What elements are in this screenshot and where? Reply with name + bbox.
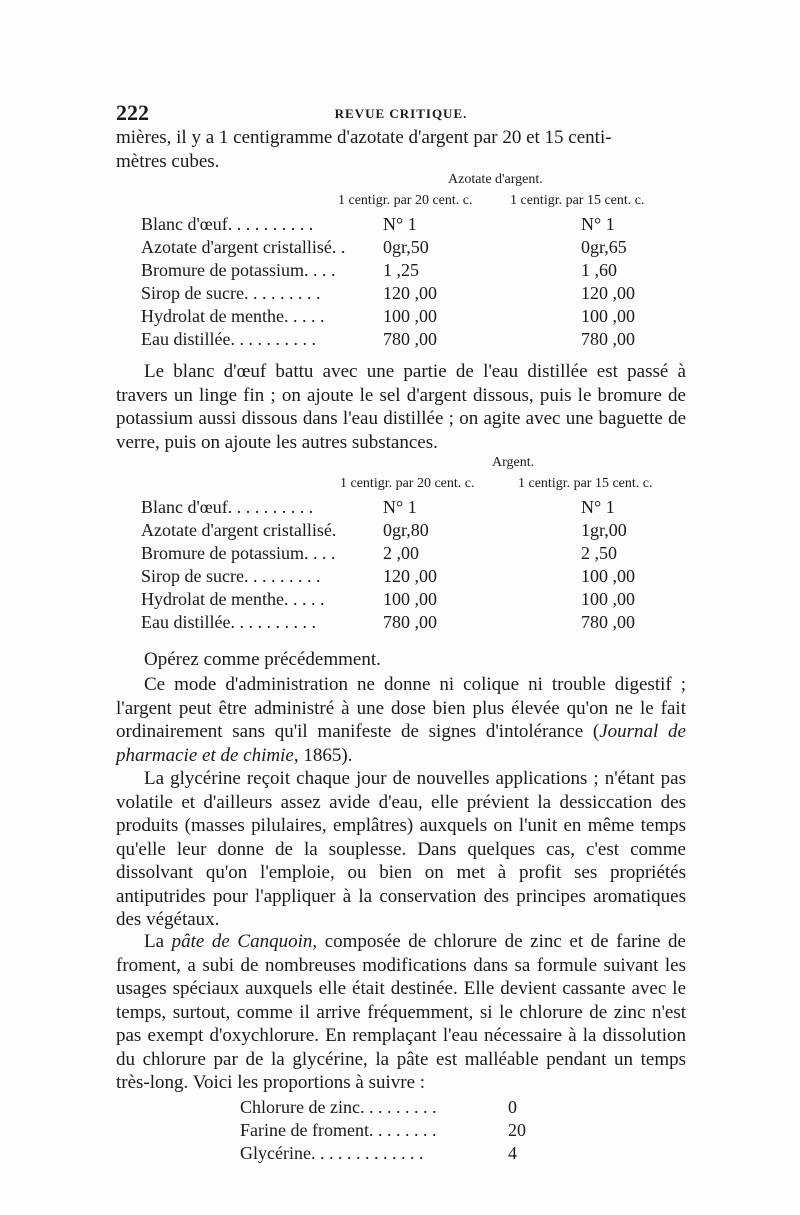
running-title: REVUE CRITIQUE. xyxy=(334,106,468,121)
quantity-col1: 0gr,80 xyxy=(383,520,429,540)
quantity-col2: N° 1 xyxy=(581,214,615,234)
ingredient-name: Eau distillée. . . . . . . . . . xyxy=(141,329,316,349)
intro-paragraph xyxy=(116,126,686,173)
quantity-col2: 780 ,00 xyxy=(581,329,635,349)
quantity-col2: 100 ,00 xyxy=(581,566,635,586)
ingredient-name: Sirop de sucre. . . . . . . . . xyxy=(141,566,321,586)
ingredient-name: Bromure de potassium. . . . xyxy=(141,543,336,563)
ingredient-quantity: 4 xyxy=(508,1143,517,1163)
ingredient-quantity: 0 xyxy=(508,1097,517,1117)
table2-col2-heading: 1 centigr. par 15 cent. c. xyxy=(518,476,653,491)
paragraph-procedure: Opérez comme précédemment. xyxy=(144,649,381,670)
ingredient-quantity: 20 xyxy=(508,1120,526,1140)
table1-col2-heading: 1 centigr. par 15 cent. c. xyxy=(510,193,645,208)
quantity-col2: 100 ,00 xyxy=(581,589,635,609)
quantity-col2: 2 ,50 xyxy=(581,543,617,563)
ingredient-name: Eau distillée. . . . . . . . . . xyxy=(141,612,316,632)
ingredient-name: Chlorure de zinc. . . . . . . . . xyxy=(240,1097,437,1117)
citation-year: , 1865). xyxy=(293,744,353,766)
table-row xyxy=(141,329,701,352)
quantity-col1: 1 ,25 xyxy=(383,260,419,280)
ingredient-name: Bromure de potassium. . . . xyxy=(141,260,336,280)
table1 xyxy=(141,214,701,352)
quantity-col2: 1gr,00 xyxy=(581,520,627,540)
journal-citation: Journal de pharmacie et de chimie xyxy=(116,721,686,766)
table-row xyxy=(141,520,701,543)
table-row xyxy=(141,612,701,635)
ingredient-name: Azotate d'argent cristallisé. xyxy=(141,520,337,540)
quantity-col1: 0gr,50 xyxy=(383,237,429,257)
quantity-col2: 780 ,00 xyxy=(581,612,635,632)
text-line: mières, il y a 1 centigramme d'azotate d'argent par 20 et 15 centi- xyxy=(116,127,612,148)
table-row xyxy=(141,306,701,329)
formula-row xyxy=(240,1143,560,1166)
quantity-col2: 0gr,65 xyxy=(581,237,627,257)
paste-name: pâte de Canquoin xyxy=(171,931,313,952)
paragraph-glycerine: La glycérine reçoit chaque jour de nouvelles applications ; n'étant pas volatile et d'ailleurs assez avide d'eau, elle prévient la dessiccation des produits (masses pilulaires, emplâtres) auxquels on l'unit en même temps qu'elle leur donne de la souplesse. Dans quelques cas, c'est comme dissolvant qu'on l'emploie, ou bien on met à profit ses propriétés antiputrides pour l'appliquer à la conservation des principes aromatiques des végétaux. xyxy=(116,768,686,930)
quantity-col1: N° 1 xyxy=(383,214,417,234)
quantity-col2: 1 ,60 xyxy=(581,260,617,280)
text-line: mètres cubes. xyxy=(116,150,220,172)
paragraph-text: , composée de chlorure de zinc et de farine de froment, a subi de nombreuses modifications dans sa formule suivant les usages spéciaux auxquels elle était destinée. Elle devient cassante avec le temps, surtout, comme il arrive fréquemment, si le chlorure de zinc n'est pas exempt d'oxychlorure. En remplaçant l'eau nécessaire à la dissolution du chlorure par de la glycérine, la pâte est malléable pendant un temps très-long. Voici les proportions à suivre : xyxy=(116,931,686,1093)
table1-col1-heading: 1 centigr. par 20 cent. c. xyxy=(338,193,473,208)
table-row xyxy=(141,237,701,260)
page-number: 222 xyxy=(116,100,149,125)
ingredient-name: Glycérine. . . . . . . . . . . . . xyxy=(240,1143,424,1163)
quantity-col1: 100 ,00 xyxy=(383,306,437,326)
paragraph-preparation: Le blanc d'œuf battu avec une partie de l'eau distillée est passé à travers un linge fin ; on ajoute le sel d'argent dissous, puis le bromure de potassium aussi dissous dans l'eau distillée ; on agite avec une baguette de verre, puis on ajoute les autres substances. xyxy=(116,361,686,453)
table-row xyxy=(141,497,701,520)
quantity-col2: 100 ,00 xyxy=(581,306,635,326)
quantity-col1: 120 ,00 xyxy=(383,566,437,586)
table1-group-heading: Azotate d'argent. xyxy=(448,172,543,187)
ingredient-name: Sirop de sucre. . . . . . . . . xyxy=(141,283,321,303)
table-row xyxy=(141,260,701,283)
quantity-col1: 780 ,00 xyxy=(383,612,437,632)
table2 xyxy=(141,497,701,635)
paragraph-administration xyxy=(116,673,686,767)
table-row xyxy=(141,543,701,566)
ingredient-name: Azotate d'argent cristallisé. . xyxy=(141,237,346,257)
table-row xyxy=(141,589,701,612)
quantity-col1: N° 1 xyxy=(383,497,417,517)
ingredient-name: Hydrolat de menthe. . . . . xyxy=(141,306,325,326)
ingredient-name: Blanc d'œuf. . . . . . . . . . xyxy=(141,214,314,234)
ingredient-name: Hydrolat de menthe. . . . . xyxy=(141,589,325,609)
page-header xyxy=(116,100,686,124)
quantity-col1: 100 ,00 xyxy=(383,589,437,609)
table2-group-heading: Argent. xyxy=(492,455,535,470)
formula-row xyxy=(240,1120,560,1143)
quantity-col2: N° 1 xyxy=(581,497,615,517)
table-row xyxy=(141,214,701,237)
formula-table xyxy=(240,1097,560,1166)
ingredient-name: Blanc d'œuf. . . . . . . . . . xyxy=(141,497,314,517)
quantity-col1: 120 ,00 xyxy=(383,283,437,303)
quantity-col1: 780 ,00 xyxy=(383,329,437,349)
table-row xyxy=(141,283,701,306)
table-row xyxy=(141,566,701,589)
paragraph-canquoin xyxy=(116,930,686,1095)
table2-col1-heading: 1 centigr. par 20 cent. c. xyxy=(340,476,475,491)
paragraph-text: La xyxy=(144,931,172,952)
ingredient-name: Farine de froment. . . . . . . . xyxy=(240,1120,437,1140)
paragraph-text: Ce mode d'administration ne donne ni colique ni trouble digestif ; l'argent peut être administré à une dose bien plus élevée qu'on ne le fait ordinairement sans qu'il manifeste de signes d'intolérance ( xyxy=(116,674,686,742)
formula-row xyxy=(240,1097,560,1120)
quantity-col2: 120 ,00 xyxy=(581,283,635,303)
quantity-col1: 2 ,00 xyxy=(383,543,419,563)
